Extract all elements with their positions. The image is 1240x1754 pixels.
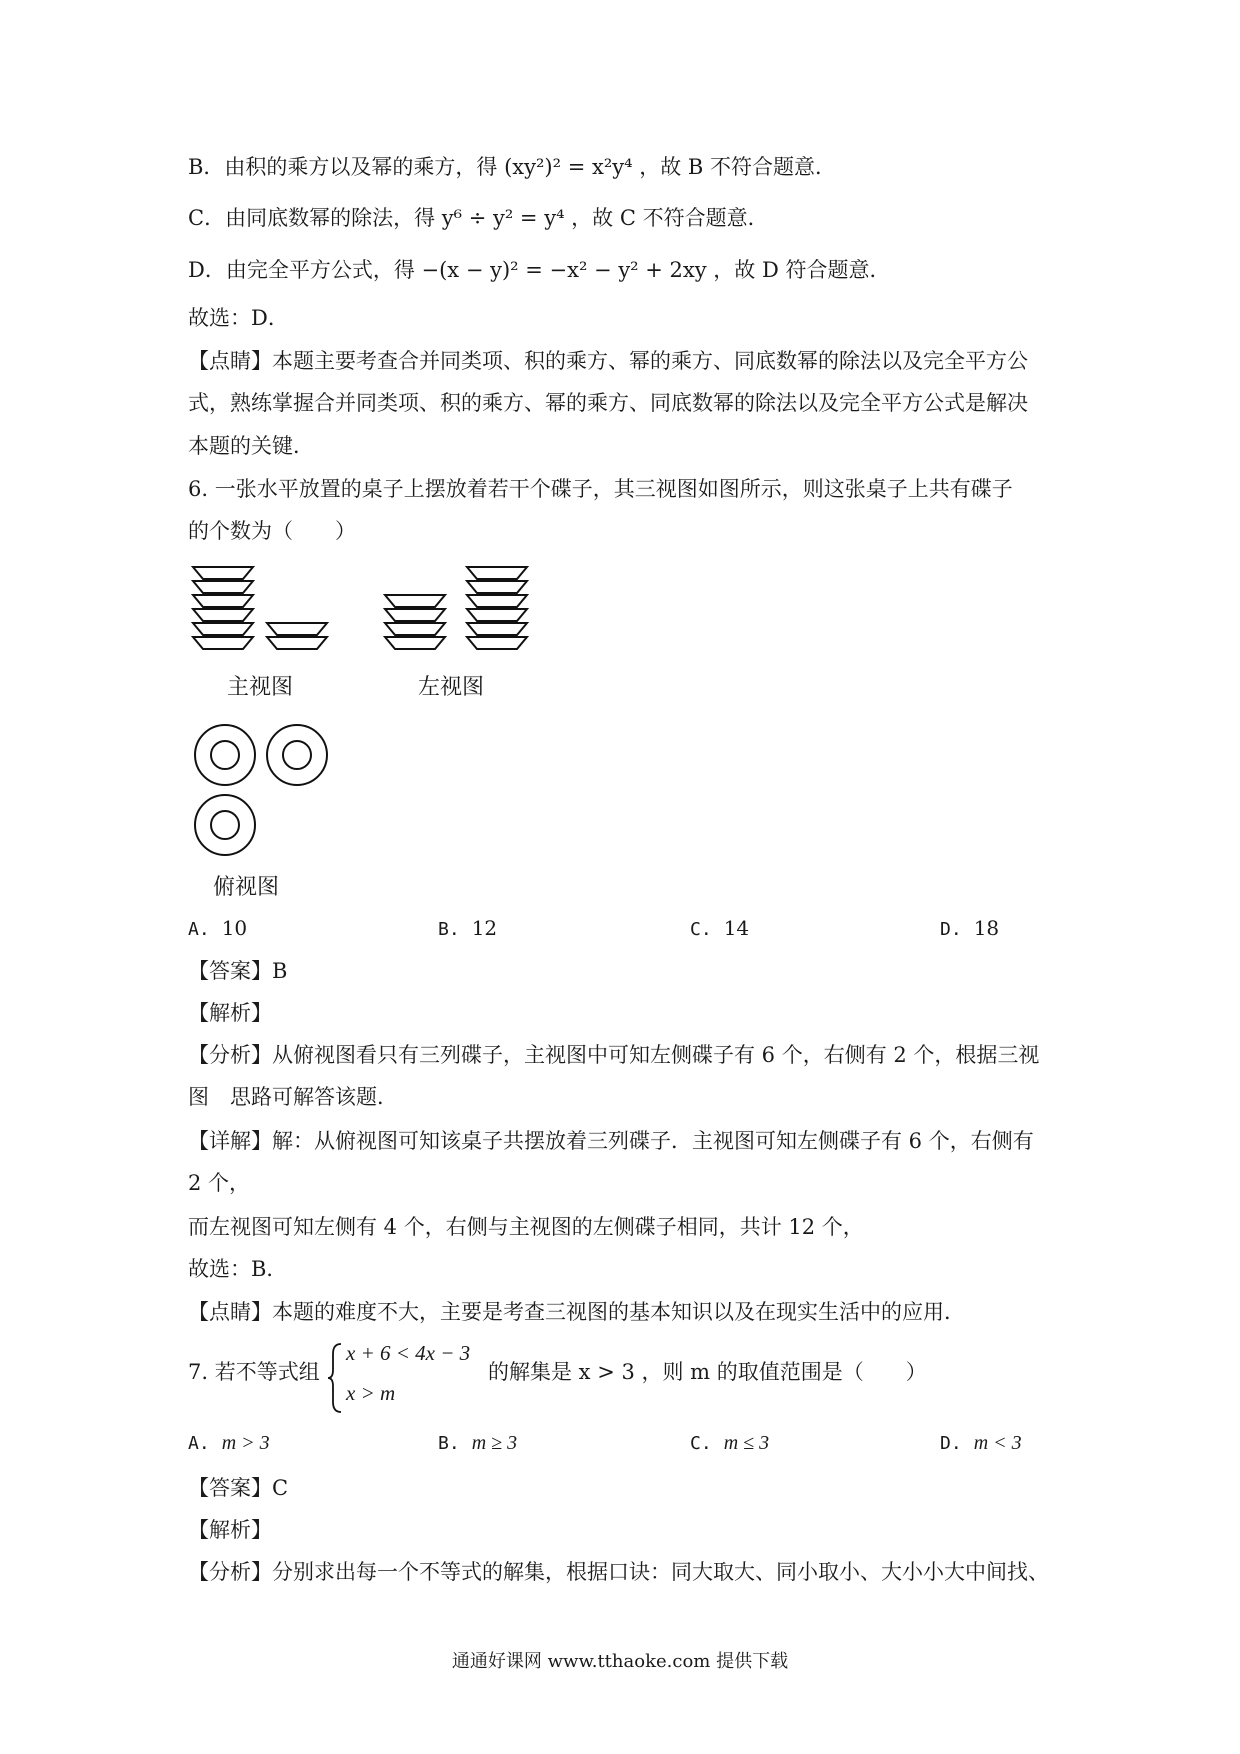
q6-option-b: B. 12 (438, 916, 498, 940)
q7-option-d: D. m < 3 (940, 1432, 1022, 1454)
q6-analysis-line-2: 图 思路可解答该题． (188, 1085, 398, 1109)
q6-option-a: A. 10 (188, 916, 248, 940)
q6-answer: 【答案】B (188, 959, 288, 983)
three-view-figure (185, 555, 565, 895)
q7-inequality-2: x > m (346, 1381, 396, 1405)
question-7-suffix: 的解集是 x > 3 ，则 m 的取值范围是（ ） (488, 1360, 927, 1384)
q7-analysis-line: 【分析】分别求出每一个不等式的解集，根据口诀：同大取大、同小取小、大小小大中间找、 (188, 1560, 1049, 1584)
q6-option-c: C. 14 (690, 916, 750, 940)
solution-line-d: D．由完全平方公式，得 −(x − y)² = −x² − y² + 2xy ，故 D 符合题意． (188, 258, 891, 282)
solution-line-b: B．由积的乘方以及幂的乘方，得 (xy²)² = x²y⁴ ，故 B 不符合题意． (188, 155, 836, 179)
q6-analysis-line-1: 【分析】从俯视图看只有三列碟子，主视图中可知左侧碟子有 6 个，右侧有 2 个，根据三视 (188, 1043, 1040, 1067)
question-6-line-1: 6. 一张水平放置的桌子上摆放着若干个碟子，其三视图如图所示，则这张桌子上共有碟子 (188, 477, 1013, 501)
q6-analysis-heading: 【解析】 (188, 1001, 272, 1025)
tip-line-3: 本题的关键． (188, 434, 314, 458)
top-view-circles (195, 725, 327, 855)
tip-line-1: 【点睛】本题主要考查合并同类项、积的乘方、幂的乘方、同底数幂的除法以及完全平方公 (188, 349, 1028, 373)
page-footer: 通通好课网 www.tthaoke.com 提供下载 (451, 1651, 789, 1672)
question-6-line-2: 的个数为（ ） (188, 519, 356, 543)
q6-detail-line-1: 【详解】解：从俯视图可知该桌子共摆放着三列碟子．主视图可知左侧碟子有 6 个，右侧有 (188, 1129, 1034, 1153)
front-view-label: 主视图 (227, 675, 294, 700)
q7-option-a: A. m > 3 (188, 1432, 270, 1454)
q7-analysis-heading: 【解析】 (188, 1518, 272, 1542)
left-view-plates (385, 567, 527, 649)
q6-option-d: D. 18 (940, 916, 1000, 940)
answer-choice-line: 故选：D． (188, 306, 289, 330)
q7-option-c: C. m ≤ 3 (690, 1432, 770, 1454)
q7-inequality-1: x + 6 < 4x − 3 (346, 1341, 471, 1365)
top-view-label: 俯视图 (213, 875, 280, 900)
solution-line-c: C．由同底数幂的除法，得 y⁶ ÷ y² = y⁴ ，故 C 不符合题意． (188, 206, 769, 230)
q7-option-b: B. m ≥ 3 (438, 1432, 518, 1454)
q7-answer: 【答案】C (188, 1476, 289, 1500)
q6-detail-line-2: 2 个， (188, 1171, 251, 1195)
q6-tip-line: 【点睛】本题的难度不大，主要是考查三视图的基本知识以及在现实生活中的应用． (188, 1300, 965, 1324)
brace-icon (326, 1342, 344, 1414)
front-view-plates (193, 567, 327, 649)
left-view-label: 左视图 (418, 675, 485, 700)
tip-line-2: 式，熟练掌握合并同类项、积的乘方、幂的乘方、同底数幂的除法以及完全平方公式是解决 (188, 391, 1028, 415)
q6-choice-line: 故选：B． (188, 1257, 288, 1281)
q6-detail-line-3: 而左视图可知左侧有 4 个，右侧与主视图的左侧碟子相同，共计 12 个， (188, 1215, 864, 1239)
question-7-prefix: 7. 若不等式组 (188, 1360, 320, 1384)
